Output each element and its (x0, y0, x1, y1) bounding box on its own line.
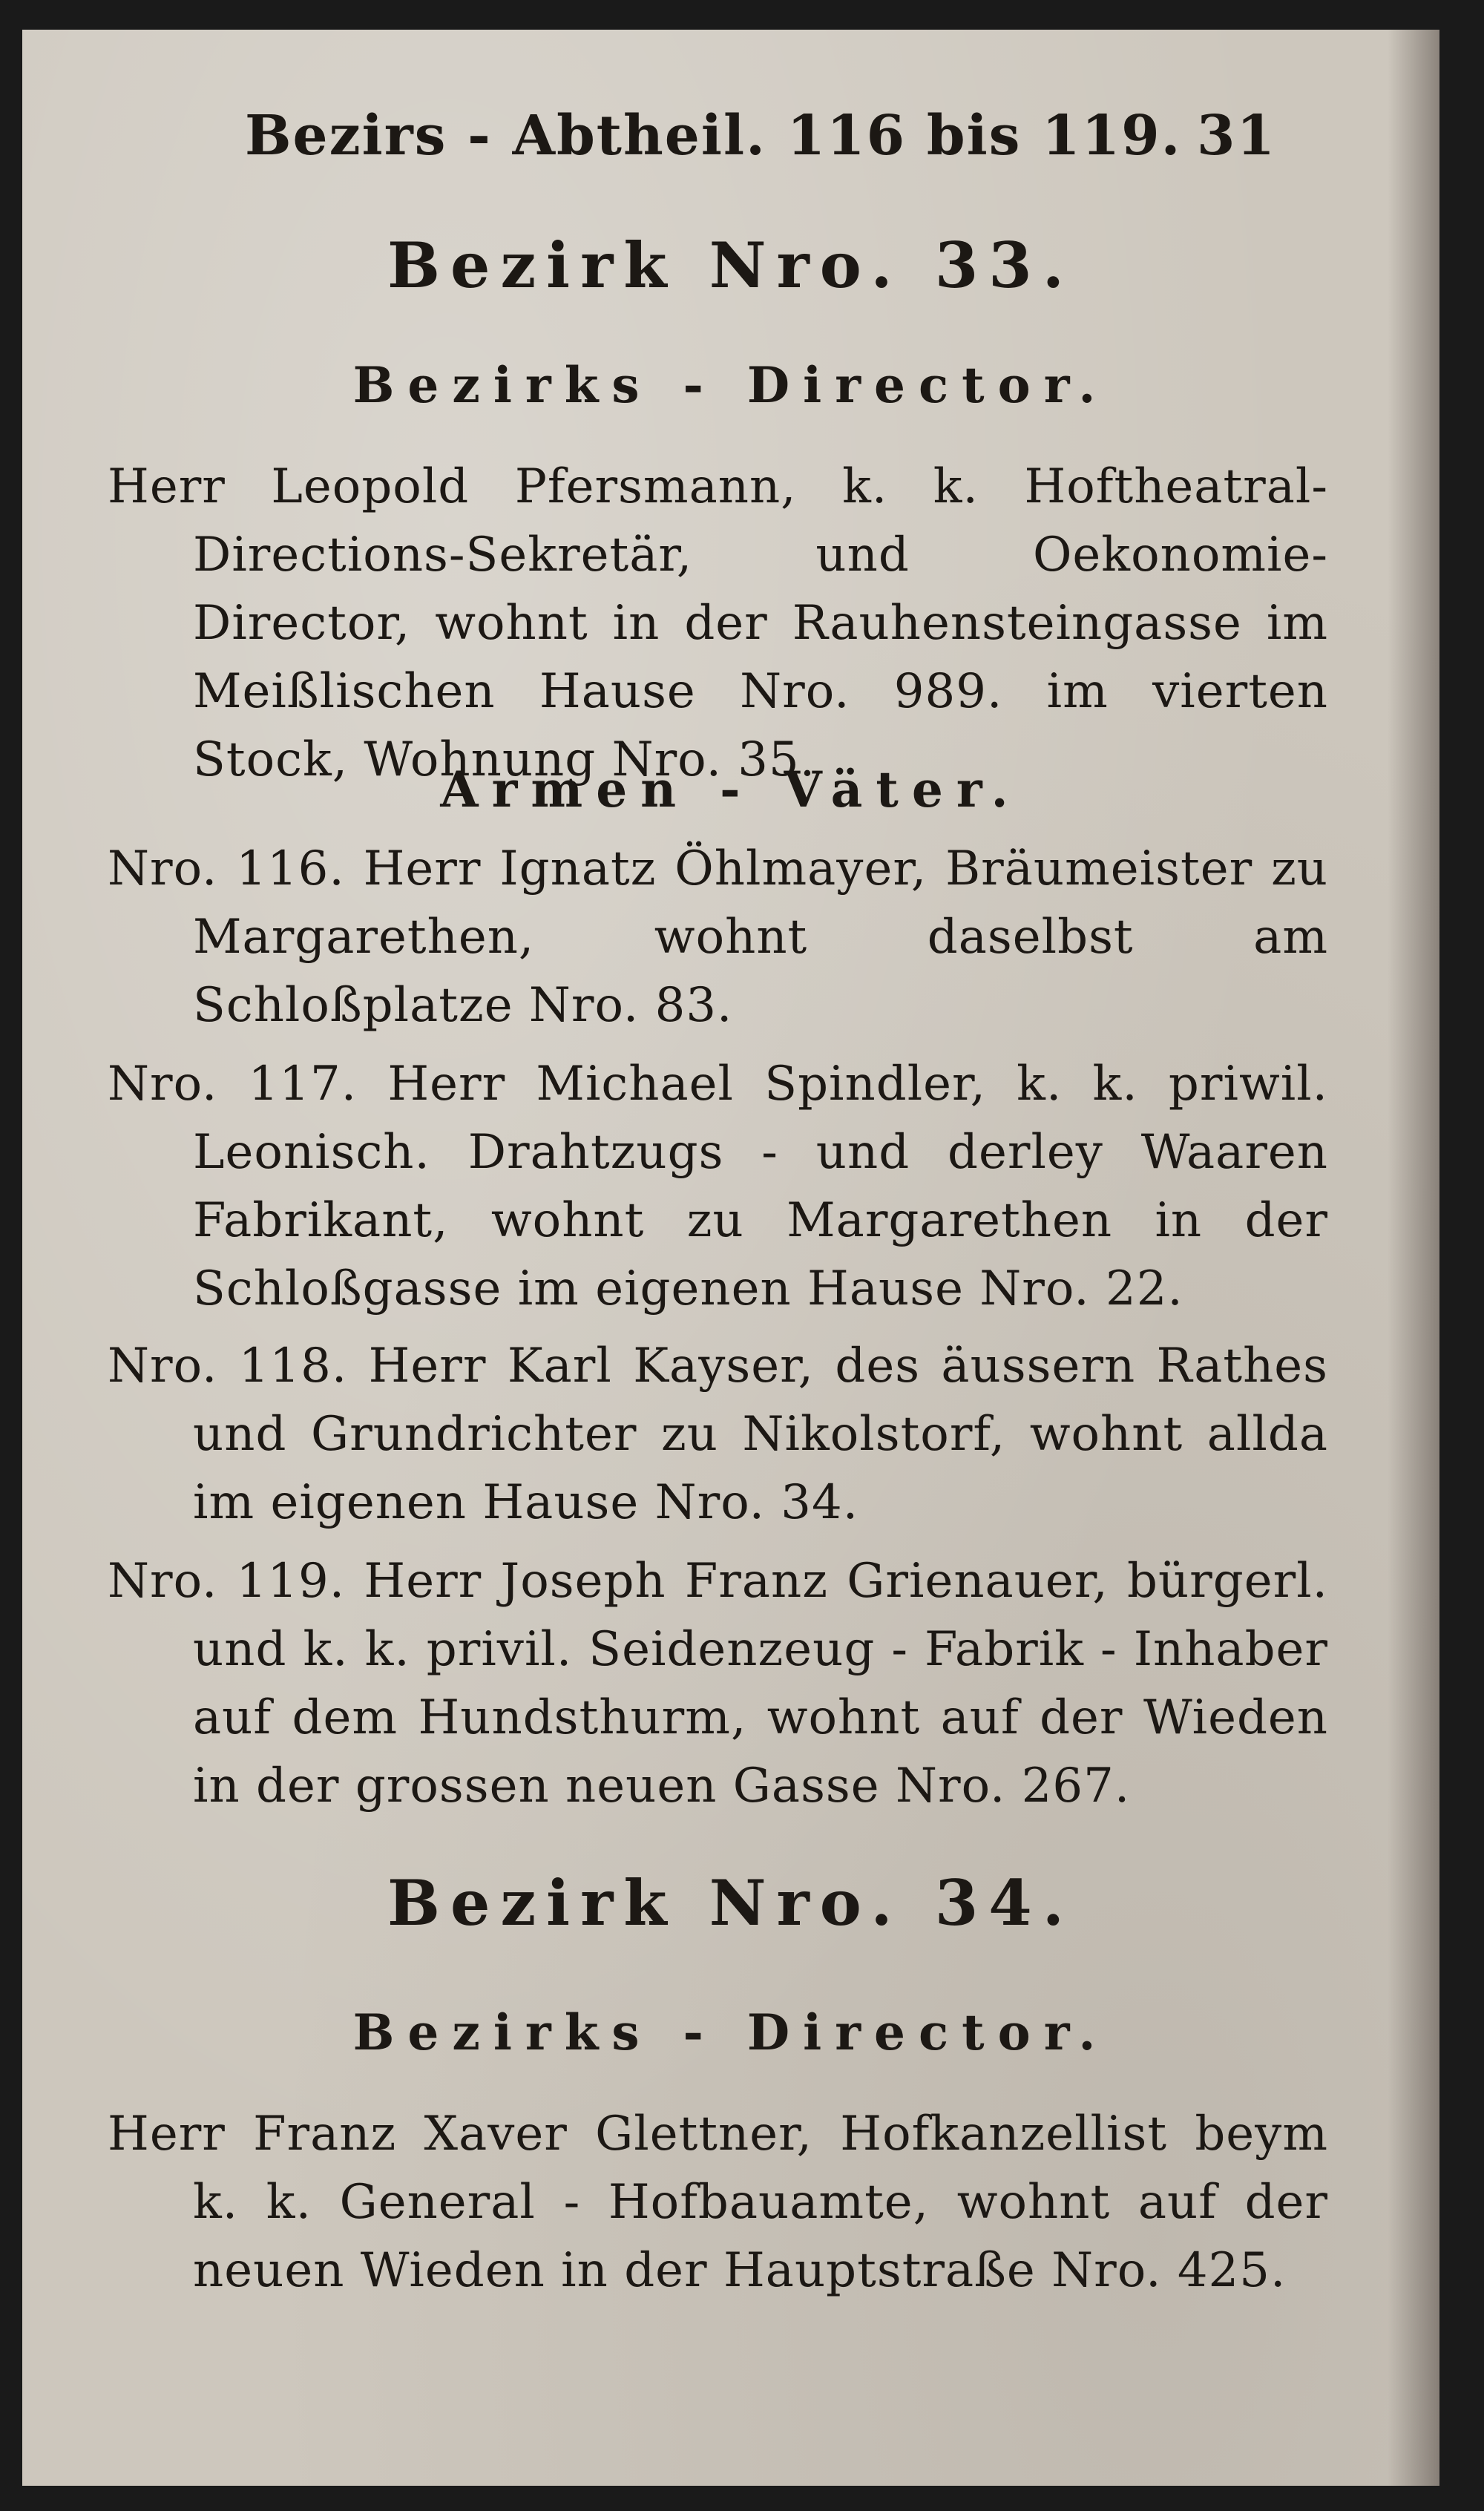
district-33-heading: Bezirk Nro. 33. (387, 229, 1074, 302)
district-34-director-heading: Bezirks - Director. (352, 2003, 1109, 2061)
running-head (245, 104, 1276, 168)
running-head-title: Bezirs - Abtheil. 116 bis 119. (245, 104, 1182, 168)
district-33-fathers-heading: Armen - Väter. (440, 761, 1022, 818)
poor-father-entry-119: Nro. 119. Herr Joseph Franz Grienauer, bürgerl. und k. k. privil. Seidenzeug - Fabrik - Inhaber auf dem Hundsthurm, wohnt auf der Wieden in der grossen neuen Gasse Nro. 267. (108, 1554, 1328, 1814)
page-number: 31 (1197, 104, 1276, 168)
book-page (22, 30, 1439, 2486)
district-33-director-heading: Bezirks - Director. (352, 356, 1109, 414)
district-34-heading: Bezirk Nro. 34. (387, 1866, 1074, 1940)
poor-father-entry-116: Nro. 116. Herr Ignatz Öhlmayer, Bräumeister zu Margarethen, wohnt daselbst am Schloßplatze Nro. 83. (108, 841, 1328, 1033)
district-33-director-entry: Herr Leopold Pfersmann, k. k. Hoftheatral-Directions-Sekretär, und Oekonomie-Director, wohnt in der Rauhensteingasse im Meißlischen Hause Nro. 989. im vierten Stock, Wohnung Nro. 35. (108, 459, 1328, 787)
poor-father-entry-118: Nro. 118. Herr Karl Kayser, des äussern Rathes und Grundrichter zu Nikolstorf, wohnt allda im eigenen Hause Nro. 34. (108, 1339, 1328, 1530)
poor-father-entry-117: Nro. 117. Herr Michael Spindler, k. k. priwil. Leonisch. Drahtzugs - und derley Waaren Fabrikant, wohnt zu Margarethen in der Schloßgasse im eigenen Hause Nro. 22. (108, 1057, 1328, 1316)
district-34-director-entry: Herr Franz Xaver Glettner, Hofkanzellist beym k. k. General - Hofbauamte, wohnt auf der neuen Wieden in der Hauptstraße Nro. 425. (108, 2107, 1328, 2298)
